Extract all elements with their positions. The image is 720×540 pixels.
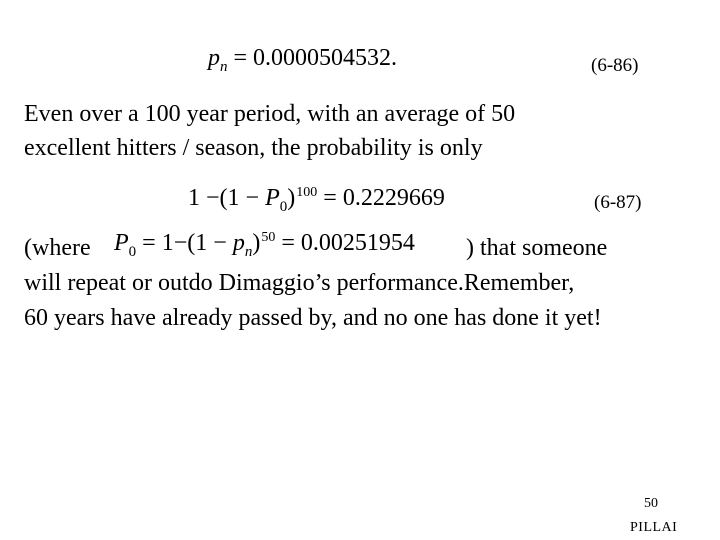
inline-p: p xyxy=(232,230,245,256)
equation-6-86 xyxy=(208,45,397,76)
eq86-equals: = xyxy=(233,45,248,71)
inline-minus-2: − xyxy=(213,230,227,256)
eq87-close: ) xyxy=(287,185,296,211)
eq87-value: 0.2229669 xyxy=(342,185,445,211)
inline-p-sub: n xyxy=(244,244,253,260)
inline-equation-P0 xyxy=(114,230,415,261)
inline-value: 0.00251954 xyxy=(300,230,415,256)
eq86-p: p xyxy=(208,45,220,71)
inline-P: P xyxy=(114,230,129,256)
paragraph-line-3: will repeat or outdo Dimaggio’s performance.Remember, xyxy=(24,270,575,296)
where-prefix: (where xyxy=(24,235,91,261)
equation-number-6-87: (6-87) xyxy=(594,192,642,213)
inline-minus-1: − xyxy=(173,230,188,256)
inline-open: (1 xyxy=(187,230,208,256)
eq87-one: 1 xyxy=(188,185,200,211)
paragraph-line-4: 60 years have already passed by, and no one has done it yet! xyxy=(24,305,602,331)
inline-equals-2: = xyxy=(281,230,295,256)
equation-6-87 xyxy=(188,185,445,216)
inline-one: 1 xyxy=(161,230,174,256)
eq87-P-sub: 0 xyxy=(279,199,288,215)
inline-close: ) xyxy=(252,230,261,256)
equation-number-6-86: (6-86) xyxy=(591,55,639,76)
eq87-minus-2: − xyxy=(245,185,260,211)
paragraph-line-1: Even over a 100 year period, with an average of 50 xyxy=(24,101,516,127)
eq87-exponent: 100 xyxy=(296,185,318,200)
eq86-p-sub: n xyxy=(220,59,228,75)
eq86-value: 0.0000504532. xyxy=(253,45,398,71)
author-label: PILLAI xyxy=(630,520,678,535)
eq87-P: P xyxy=(265,185,280,211)
eq87-equals: = xyxy=(323,185,337,211)
inline-P-sub: 0 xyxy=(128,244,137,260)
page-number: 50 xyxy=(644,496,658,511)
eq87-open: (1 xyxy=(219,185,240,211)
paragraph-line-2: excellent hitters / season, the probability is only xyxy=(24,135,483,161)
inline-exponent: 50 xyxy=(261,230,276,245)
inline-equals-1: = xyxy=(142,230,156,256)
where-suffix: ) that someone xyxy=(466,235,608,261)
eq87-minus-1: − xyxy=(206,185,220,211)
